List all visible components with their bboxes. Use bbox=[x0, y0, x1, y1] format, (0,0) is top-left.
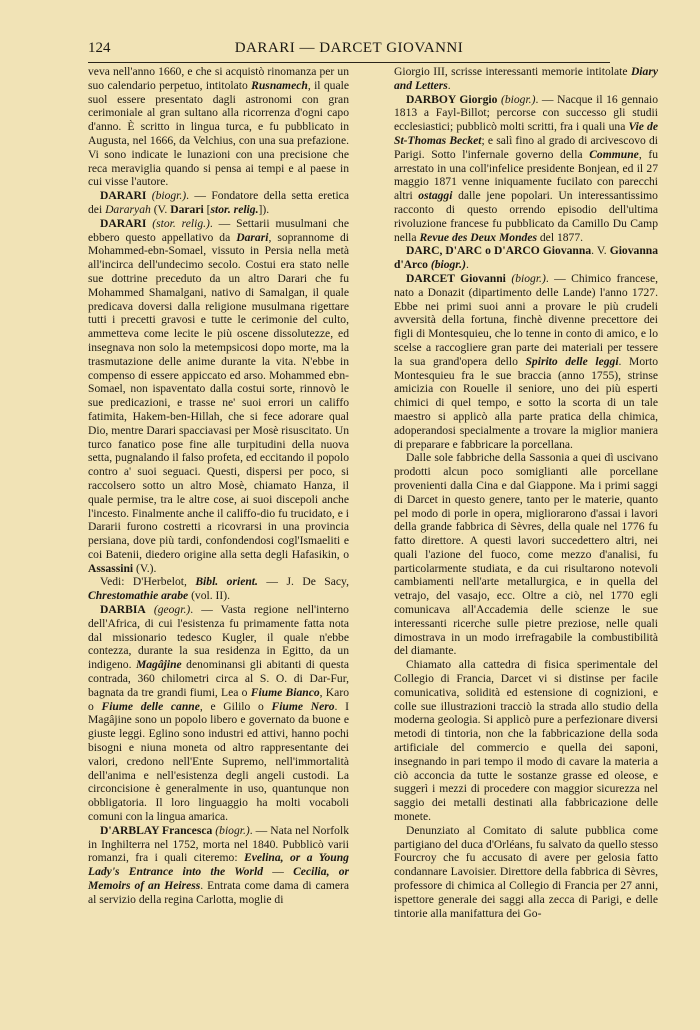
headword: D'ARBLAY Francesca bbox=[100, 823, 213, 837]
page-header bbox=[88, 40, 610, 62]
entry-references: Vedi: D'Herbelot, Bibl. orient. — J. De Sacy, Chrestomathie arabe (vol. II). bbox=[88, 575, 349, 603]
headword: DARBIA bbox=[100, 603, 146, 617]
header-rule bbox=[88, 62, 610, 63]
paragraph-denunziato: Denunziato al Comitato di salute pubblica come partigiano del duca d'Orléans, fu salvato da quello stesso Fourcroy che fu accusato di avere per gelosia fatto condannare Lavoisier. Direttore della fabbrica di Sèvres, professore di chimica al Collegio di Francia per 27 anni, ispettore generale dei saggi alla zecca di Parigi, e delle tintorie alla manifattura dei Go- bbox=[394, 823, 658, 920]
paragraph-chiamato: Chiamato alla cattedra di fisica sperimentale del Collegio di Francia, Darcet vi si distinse per facile comunicativa, solidità ed estensione di cognizioni, e colle sue illustrazioni tracciò la strada allo studio della moderna geologia. Si applicò pure a perfezionare diversi metodi di tintoria, non che la fabbricazione della soda artificiale del commercio e quella dei saponi, insegnando in pari tempo il modo di cavare la materia a ciò acconcia da tutte le sostanze grasse ed oleose, e suggerì i mezzi di procedere con maggior sicurezza nel saggio dei metalli destinati alla fabbricazione delle monete. bbox=[394, 658, 658, 824]
headword: DARC, D'ARC o D'ARCO Giovanna bbox=[406, 244, 592, 258]
headword: DARCET Giovanni bbox=[406, 271, 506, 285]
entry-darari-biogr: DARARI (biogr.). — Fondatore della setta eretica dei Dararyah (V. Darari [stor. relig.]). bbox=[88, 189, 349, 216]
entry-darblay: D'ARBLAY Francesca (biogr.). — Nata nel Norfolk in Inghilterra nel 1752, morta nel 1840. Pubblicò varii romanzi, fra i quali citeremo: Evelina, or a Young Lady's Entrance into the World — Cecilia, or Memoirs of an Heiress. Entrata come dama di camera al servizio della regina Carlotta, moglie di bbox=[88, 823, 350, 906]
entry-continuation: Giorgio III, scrisse interessanti memorie intitolate Diary and Letters. bbox=[394, 65, 658, 92]
entry-darari-stor: DARARI (stor. relig.). — Settarii musulmani che ebbero questo appellativo da Darari, soprannome di Mohammed-ebn-Somael, vissuto in Persia nella metà all'incirca dell'undecimo secolo. Costui era stato nelle sue dottrine preceduto da un altro Darari che fu Mohammed Shamalgani, nativo di Samalgan, il quale predicava doversi dalla religione musulmana rigettare tutti i precetti gravosi e tutte le cerimonie del culto, ammetteva come lecite le più oscene dissolutezze, ed insegnava non solo la metempsicosi dopo morte, ma la trasmutazione delle anime durante la vita. N'ebbe in compenso di essere appiccato ed arso. Mohammed ebn-Somael, non ispaventato dalla costui sorte, rinnovò le sue predicazioni, e trasse ne' suoi errori un califfo fatimita, Hakem-ben-Hillah, che si fece adorare qual Dio, mentre Darari spacciavasi per Mosè risuscitato. Un turco fanatico pose fine alle turpitudini della nuova setta, pugnalando il falso profeta, ed eccitando il popolo contro a' suoi seguaci. Questi, dispersi per poco, si raccolsero sotto un altro Mosè, chiamato Hanza, il quale permise, tra le altre cose, ai suoi discepoli anche l'incesto. Finalmente anche il califfo-dio fu trucidato, e i Dararii furono costretti a ricovrarsi in una provincia persiana, dove più tardi, confondendosi cogl'Ismaeliti e coi Batenii, diedero origine alla setta degli Hafasikin, o Assassini (V.). bbox=[88, 216, 350, 575]
headword: DARARI bbox=[100, 216, 147, 230]
entry-continuation: veva nell'anno 1660, e che si acquistò rinomanza per un suo calendario perpetuo, intitolato Rusnamech, il quale suol essere presentato dagli astronomi con gran cerimoniale al gran sultano alla ricorrenza d'ogni capo d'anno. È scritto in lingua turca, e fu pubblicato in Augusta, nel 1666, da Velchius, con una sua prefazione. Vi sono indicate le lunazioni con una precisione che reca meraviglia quando si pensa ai tempi e al paese in cui visse l'autore. bbox=[88, 65, 349, 189]
page-number: 124 bbox=[88, 40, 111, 56]
entry-darbia: DARBIA (geogr.). — Vasta regione nell'interno dell'Africa, di cui l'esistenza fu primamente fatta nota dal missionario tedesco Kugler, il quale n'ebbe contezza, durante la sua residenza in Egitto, da un indigeno. Magâjine denominansi gli abitanti di questa contrada, 360 chilometri circa al S. O. di Dar-Fur, bagnata da tre grandi fiumi, Lea o Fiume Bianco, Karo o Fiume delle canne, e Gililo o Fiume Nero. I Magâjine sono un popolo libero e governato da buone e giuste leggi. Eglino sono industri ed attivi, hanno pochi bisogni e niuna moneta od altro rappresentante dei valori, credono nell'Ente Supremo, nell'immortalità dell'anima e nell'esistenza degli angeli custodi. La circoncisione è generalmente in uso, quantunque non obbligatoria. Il loro linguaggio ha molti vocaboli comuni con la lingua amarica. bbox=[88, 603, 349, 824]
running-title: DARARI — DARCET GIOVANNI bbox=[234, 40, 464, 56]
entry-darboy: DARBOY Giorgio (biogr.). — Nacque il 16 gennaio 1813 a Fayl-Billot; percorse con successo gli studii ecclesiastici; pubblicò molti scritti, fra i quali una Vie de St-Thomas Becket; e salì fino al grado di arcivescovo di Parigi. Sotto l'infernale governo della Commune, fu arrestato in una coll'infelice presidente Bonjean, ed il 27 maggio 1871 venne iniquamente fucilato con parecchi altri ostaggi dalle jene popolari. Un interessantissimo racconto di questo orrendo episodio dell'ultima rivoluzione francese fu pubblicato da Camillo Du Camp nella Revue des Deux Mondes del 1877. bbox=[394, 92, 658, 244]
paragraph-dalle: Dalle sole fabbriche della Sassonia a quei dì uscivano prodotti alcun poco somiglianti alle porcellane provenienti dalla Cina e dal Giappone. Ma i primi saggi di Darcet in questo genere, tanto per le materie, quanto pel modo di porle in opera, migliorarono d'assai i lavori della grande fabbrica di Sèvres, della quale nel 1776 fu fatto direttore. A questi lavori succedettero altri, nei quali l'azione del fuoco, come mezzo d'analisi, fu particolarmente studiata, e da cui risultarono notevoli cambiamenti nell'arte metallurgica, e in quella del vetrajo, del vasajo, ecc. Oltre a ciò, nel 1770 egli comunicava all'Accademia delle scienze le sue interessanti ricerche sulle pietre preziose, nelle quali dimostrava in un modo irrefragabile la combustibilità del diamante. bbox=[394, 451, 658, 658]
headword: DARBOY Giorgio bbox=[406, 92, 498, 106]
headword: DARARI bbox=[100, 189, 147, 203]
entry-darc: DARC, D'ARC o D'ARCO Giovanna. V. Giovanna d'Arco (biogr.). bbox=[394, 244, 659, 272]
entry-darcet: DARCET Giovanni (biogr.). — Chimico francese, nato a Donazit (dipartimento delle Lande) l'anno 1727. Ebbe nei primi suoi anni a provare le più crudeli avversità della fortuna, finchè divenne precettore dei figli di Montesquieu, che lo tenne in conto di amico, e lo scelse a raccogliere gran parte dei materiali per tessere la sua grand'opera dello Spirito delle leggi. Morto Montesquieu fra le sue braccia (anno 1755), strinse amicizia con Rouelle il seniore, uno dei più esperti chimici di quel tempo, e sotto la scorta di un tale maestro si applicò alla parte pratica della chimica, adoperandosi specialmente a trovare la miglior maniera di preparare e fabbricare la porcellana. bbox=[394, 271, 658, 451]
right-column bbox=[394, 65, 658, 920]
left-column bbox=[88, 65, 349, 907]
